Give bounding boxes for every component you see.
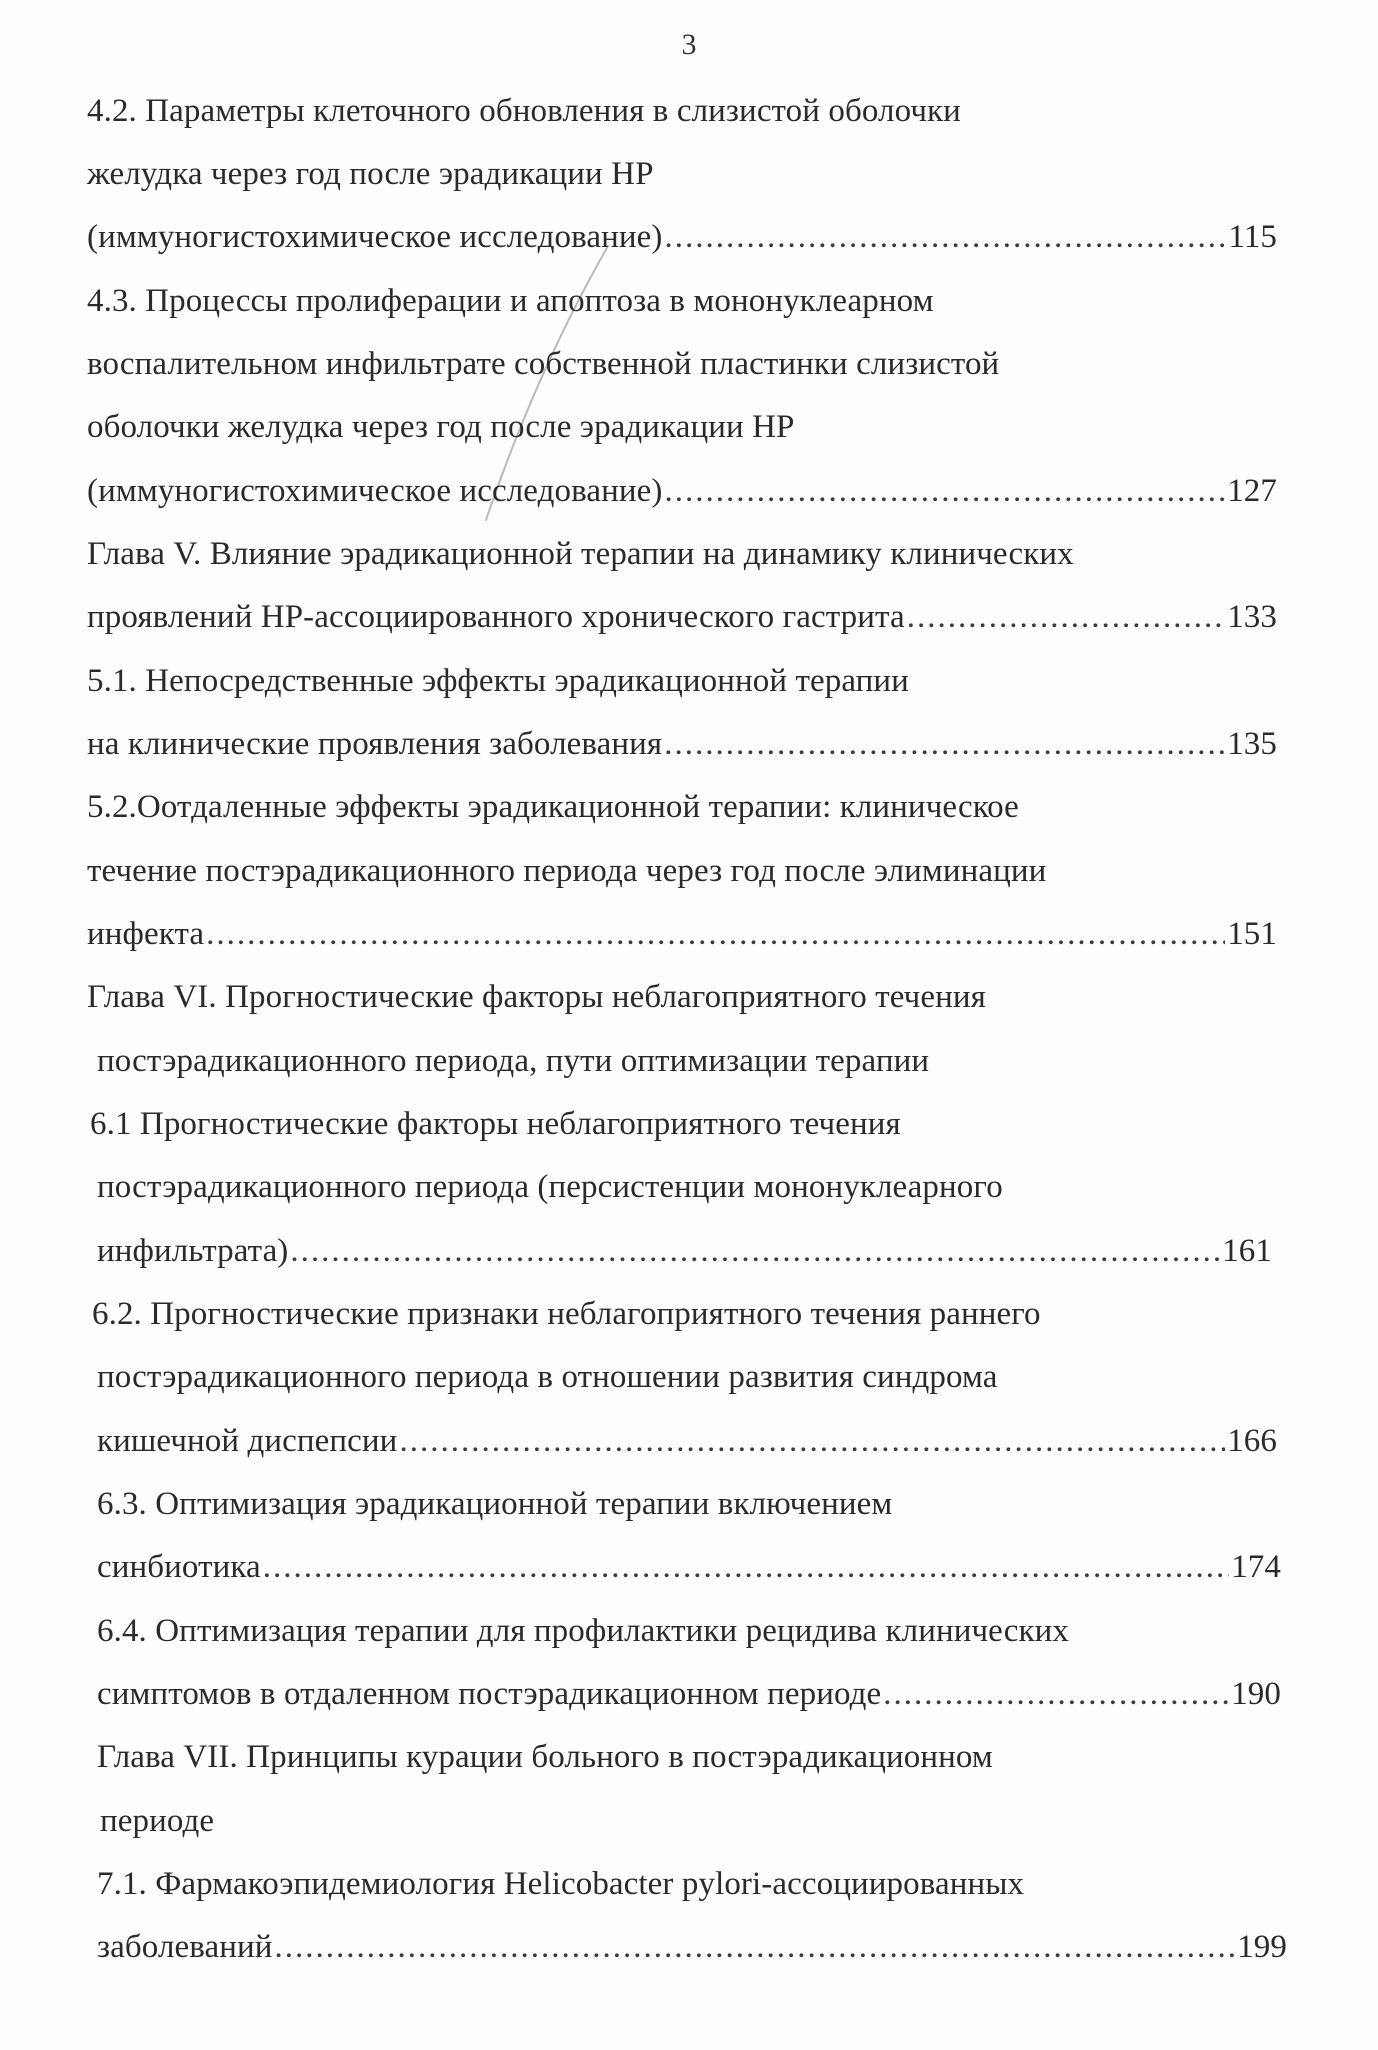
toc-text-line: течение постэрадикационного периода через год после элиминации xyxy=(87,853,1047,889)
toc-entry-line[interactable] xyxy=(97,1673,1281,1715)
toc-page-ref: 199 xyxy=(1237,1929,1287,1965)
toc-entry-title: (иммуногистохимическое исследование) xyxy=(87,219,663,255)
toc-entry-title: инфекта xyxy=(87,916,205,952)
leader-dots xyxy=(290,1230,1220,1272)
toc-entry-line[interactable] xyxy=(87,216,1277,258)
toc-text-line: 6.1 Прогностические факторы неблагоприятного течения xyxy=(90,1106,901,1142)
toc-text-line: Глава VI. Прогностические факторы неблагоприятного течения xyxy=(87,979,986,1015)
toc-page-ref: 151 xyxy=(1227,916,1277,952)
toc-text-line: 6.4. Оптимизация терапии для профилактики рецидива клинических xyxy=(97,1613,1069,1649)
toc-page-ref: 115 xyxy=(1228,219,1277,255)
page-number: 3 xyxy=(681,28,697,61)
toc-entry-title: на клинические проявления заболевания xyxy=(87,726,663,762)
toc-text-line: воспалительном инфильтрате собственной пластинки слизистой xyxy=(87,346,1000,382)
toc-page-ref: 166 xyxy=(1227,1423,1277,1459)
toc-entry-line[interactable] xyxy=(87,596,1277,638)
leader-dots xyxy=(883,1673,1229,1715)
toc-text-line: 4.3. Процессы пролиферации и апоптоза в мононуклеарном xyxy=(87,283,934,319)
toc-text-line: желудка через год после эрадикации НР xyxy=(87,156,654,192)
toc-text-line: постэрадикационного периода в отношении развития синдрома xyxy=(97,1359,998,1395)
toc-entry-title: инфильтрата) xyxy=(97,1233,289,1269)
toc-text-line: 4.2. Параметры клеточного обновления в слизистой оболочки xyxy=(87,93,961,129)
toc-text-line: Глава V. Влияние эрадикационной терапии на динамику клинических xyxy=(87,536,1074,572)
toc-page-ref: 127 xyxy=(1227,473,1277,509)
toc-entry-title: проявлений НР-ассоциированного хронического гастрита xyxy=(87,599,905,635)
toc-entry-title: заболеваний xyxy=(97,1929,273,1965)
toc-text-line: Глава VII. Принципы курации больного в постэрадикационном xyxy=(97,1739,993,1775)
leader-dots xyxy=(907,596,1225,638)
toc-entry-title: кишечной диспепсии xyxy=(97,1423,398,1459)
leader-dots xyxy=(206,913,1225,955)
toc-text-line: постэрадикационного периода, пути оптимизации терапии xyxy=(97,1043,930,1079)
toc-text-line: 5.2.Оотдаленные эффекты эрадикационной терапии: клиническое xyxy=(87,789,1019,825)
toc-text-line: 7.1. Фармакоэпидемиология Helicobacter pylori-ассоциированных xyxy=(97,1866,1025,1902)
toc-page-ref: 174 xyxy=(1231,1549,1281,1585)
leader-dots xyxy=(263,1546,1229,1588)
toc-entry-line[interactable] xyxy=(97,1420,1277,1462)
toc-page-ref: 161 xyxy=(1222,1233,1272,1269)
leader-dots xyxy=(664,470,1225,512)
leader-dots xyxy=(664,723,1225,765)
toc-entry-line[interactable] xyxy=(97,1546,1281,1588)
toc-text-line: оболочки желудка через год после эрадикации НР xyxy=(87,409,795,445)
toc-text-line: 5.1. Непосредственные эффекты эрадикационной терапии xyxy=(87,663,909,699)
toc-entry-title: (иммуногистохимическое исследование) xyxy=(87,473,663,509)
toc-entry-line[interactable] xyxy=(87,470,1277,512)
leader-dots xyxy=(275,1926,1236,1968)
toc-entry-line[interactable] xyxy=(97,1230,1272,1272)
toc-text-line: периоде xyxy=(100,1803,215,1839)
toc-entry-line[interactable] xyxy=(87,913,1277,955)
toc-entry-line[interactable] xyxy=(97,1926,1287,1968)
toc-entry-title: синбиотика xyxy=(97,1549,261,1585)
toc-text-line: 6.3. Оптимизация эрадикационной терапии включением xyxy=(97,1486,893,1522)
toc-entry-title: симптомов в отдаленном постэрадикационном периоде xyxy=(97,1676,882,1712)
toc-page-ref: 135 xyxy=(1227,726,1277,762)
toc-text-line: 6.2. Прогностические признаки неблагоприятного течения раннего xyxy=(92,1296,1041,1332)
toc-page-ref: 190 xyxy=(1231,1676,1281,1712)
leader-dots xyxy=(664,216,1226,258)
toc-page-ref: 133 xyxy=(1227,599,1277,635)
toc-text-line: постэрадикационного периода (персистенции мононуклеарного xyxy=(97,1169,1003,1205)
leader-dots xyxy=(399,1420,1225,1462)
toc-entry-line[interactable] xyxy=(87,723,1277,765)
